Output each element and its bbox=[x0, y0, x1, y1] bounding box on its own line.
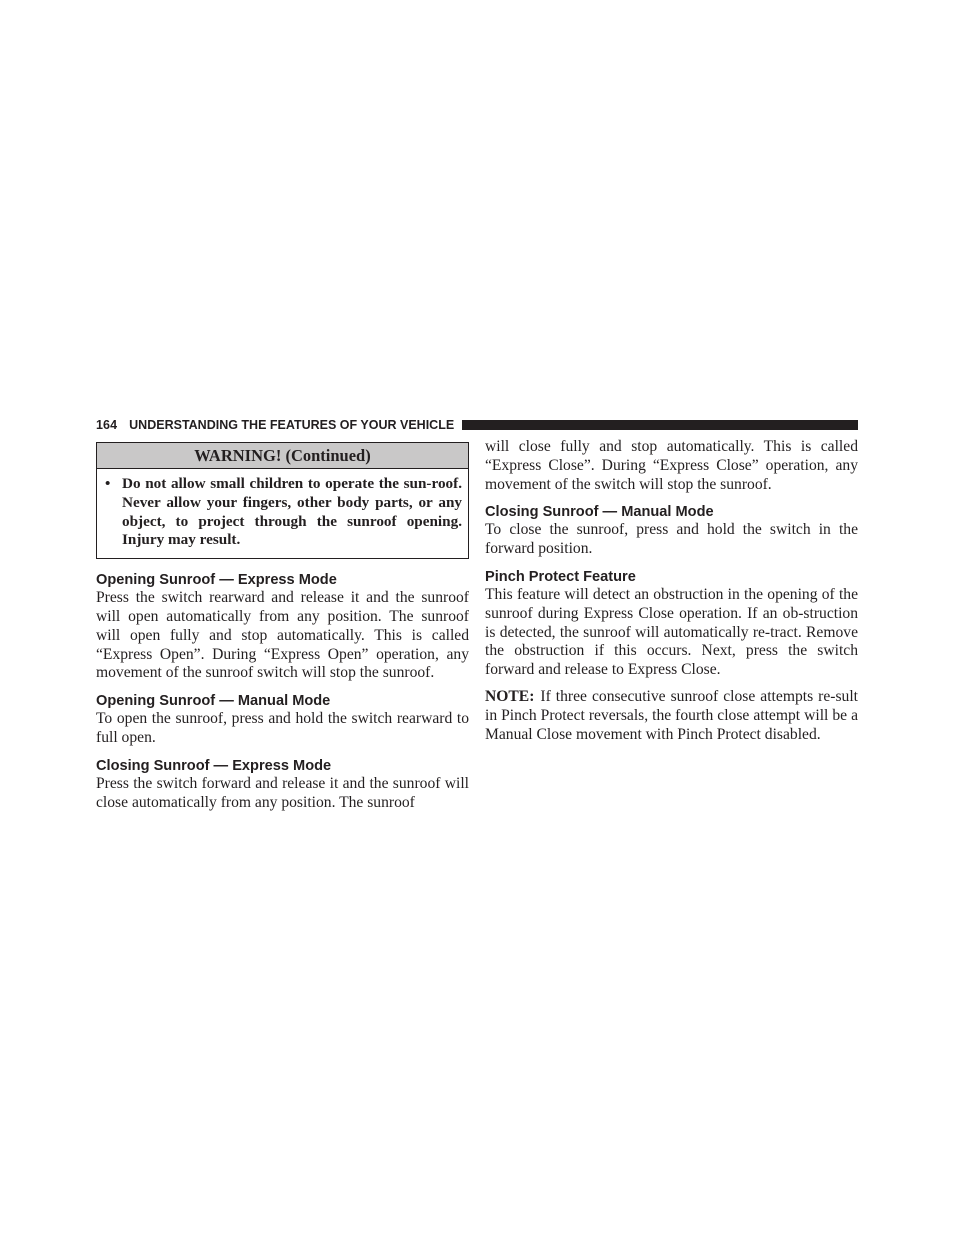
heading-pinch-protect: Pinch Protect Feature bbox=[485, 568, 636, 585]
page-number: 164 bbox=[96, 418, 118, 432]
body-closing-express: Press the switch forward and release it and the sunroof will close automatically from any position. The sunroof bbox=[96, 774, 469, 811]
note-paragraph bbox=[485, 688, 858, 744]
body-pinch-protect: This feature will detect an obstruction in the opening of the sunroof during Express Close operation. If an ob-struction is detected, the sunroof will automatically re-tract. Remove the obstruction if this occurs. Next, press the switch forward and release to Express Close. bbox=[485, 585, 858, 679]
warning-item bbox=[97, 469, 468, 558]
note-text: If three consecutive sunroof close attempts re-sult in Pinch Protect reversals, the fourth close attempt will be a Manual Close movement with Pinch Protect disabled. bbox=[485, 687, 858, 743]
heading-opening-manual: Opening Sunroof — Manual Mode bbox=[96, 693, 331, 710]
right-column bbox=[485, 438, 858, 752]
heading-closing-manual: Closing Sunroof — Manual Mode bbox=[485, 504, 714, 521]
heading-closing-express: Closing Sunroof — Express Mode bbox=[96, 757, 332, 774]
running-head: UNDERSTANDING THE FEATURES OF YOUR VEHICLE bbox=[129, 418, 455, 432]
body-opening-manual: To open the sunroof, press and hold the switch rearward to full open. bbox=[96, 710, 469, 746]
note-label: NOTE: bbox=[485, 687, 535, 705]
header-rule bbox=[462, 420, 858, 430]
body-opening-express: Press the switch rearward and release it and the sunroof will open automatically from any position. The sunroof will open fully and stop automatically. This is called “Express Open”. During “Express Open” operation, any movement of the sunroof switch will stop the sunroof. bbox=[96, 589, 469, 682]
warning-title: WARNING! (Continued) bbox=[97, 443, 468, 469]
body-closing-manual: To close the sunroof, press and hold the switch in the forward position. bbox=[485, 521, 858, 558]
body-closing-express-continued: will close fully and stop automatically. This is called “Express Close”. During “Express Close” operation, any movement of the switch will stop the sunroof. bbox=[485, 438, 858, 493]
bullet-icon: • bbox=[105, 475, 111, 492]
heading-opening-express: Opening Sunroof — Express Mode bbox=[96, 572, 337, 589]
warning-text: Do not allow small children to operate the sun-roof. Never allow your fingers, other body parts, or any object, to project through the sunroof opening. Injury may result. bbox=[122, 475, 462, 549]
warning-box bbox=[96, 442, 469, 559]
left-column bbox=[96, 442, 469, 820]
page-header bbox=[96, 416, 858, 434]
